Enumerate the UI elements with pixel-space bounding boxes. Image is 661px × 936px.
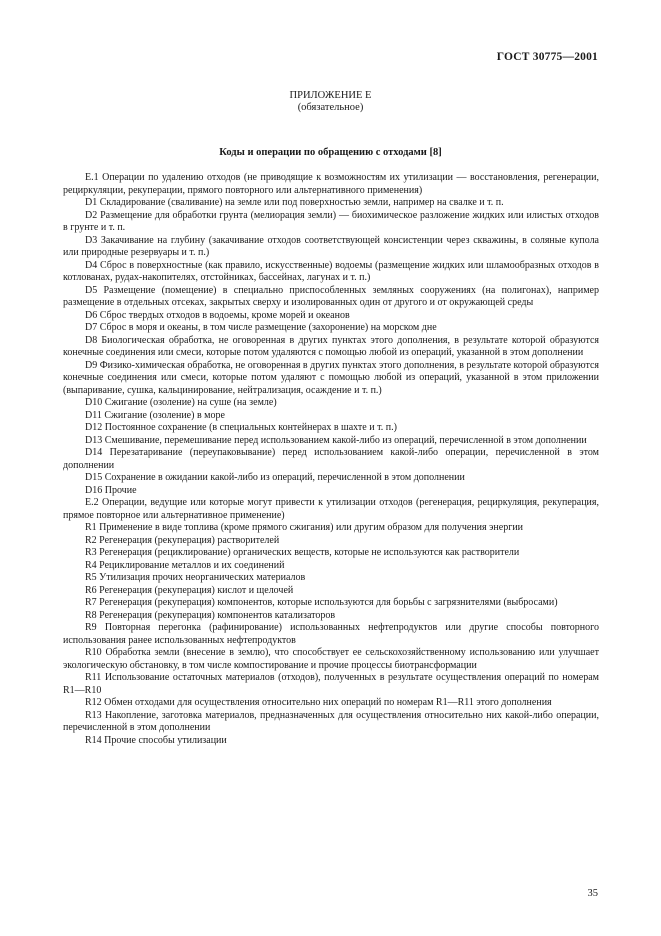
paragraph: D7 Сброс в моря и океаны, в том числе размещение (захоронение) на морском дне — [85, 322, 437, 333]
document-body — [63, 172, 599, 747]
paragraph: D14 Перезатаривание (переупаковывание) перед использованием какой-либо операции, перечисленной в этом дополнении — [63, 447, 599, 471]
paragraph: D8 Биологическая обработка, не оговоренная в других пунктах этого дополнения, в результате которой образуются конечные соединения или смеси, которые потом удаляются с помощью любой из операций, указанной в этом дополнении — [63, 334, 599, 358]
paragraph: D11 Сжигание (озоление) в море — [85, 409, 225, 421]
standard-number: ГОСТ 30775—2001 — [496, 51, 598, 63]
paragraph: R10 Обработка земли (внесение в землю), что способствует ее сельскохозяйственному использованию или улучшает экологическую обстановку, в том числе компостирование и прочие процессы биотрансформации — [63, 647, 599, 671]
paragraph: D12 Постоянное сохранение (в специальных контейнерах в шахте и т. п.) — [85, 422, 397, 433]
appendix-title: ПРИЛОЖЕНИЕ Е — [289, 90, 372, 101]
paragraph: R6 Регенерация (рекуперация) кислот и щелочей — [85, 584, 294, 596]
paragraph: R2 Регенерация (рекуперация) растворителей — [85, 534, 280, 546]
paragraph: D2 Размещение для обработки грунта (мелиорация земли) — биохимическое разложение жидких или илистых отходов в грунте и т. п. — [63, 209, 599, 233]
paragraph: D13 Смешивание, перемешивание перед использованием какой-либо из операций, перечисленной в этом дополнении — [85, 434, 587, 446]
paragraph: D3 Закачивание на глубину (закачивание отходов соответствующей консистенции через скважины, в соляные купола или природные резервуары и т. п.) — [63, 234, 599, 258]
paragraph: D10 Сжигание (озоление) на суше (на земле) — [85, 397, 277, 408]
paragraph: R1 Применение в виде топлива (кроме прямого сжигания) или другим образом для получения энергии — [85, 522, 524, 533]
page-number: 35 — [587, 888, 598, 899]
paragraph: D1 Складирование (сваливание) на земле или под поверхностью земли, например на свалке и т. п. — [85, 197, 504, 208]
paragraph: R12 Обмен отходами для осуществления относительно них операций по номерам R1—R11 этого дополнения — [85, 697, 552, 708]
paragraph: Е.2 Операции, ведущие или которые могут привести к утилизации отходов (регенерация, рециркуляция, рекуперация, прямое повторное или альтернативное применение) — [63, 497, 599, 521]
paragraph: D9 Физико-химическая обработка, не оговоренная в других пунктах этого дополнения, в результате которой образуются конечные соединения или смеси, которые потом удаляют с помощью любой из операций, указанной в этом приложении (выпаривание, сушка, кальцинирование, нейтрализация, осаждение и т. п.) — [63, 359, 599, 396]
paragraph: R14 Прочие способы утилизации — [85, 734, 227, 746]
paragraph: D5 Размещение (помещение) в специально приспособленных земляных сооружениях (на полигонах), например размещение в отдельных отсеках, закрытых сверху и изолированных один от другого и от окружающей среды — [63, 284, 599, 308]
appendix-header — [0, 90, 661, 114]
paragraph: R5 Утилизация прочих неорганических материалов — [85, 572, 306, 583]
paragraph: R11 Использование остаточных материалов (отходов), полученных в результате осуществления операций по номерам R1—R10 — [63, 672, 599, 696]
paragraph: D4 Сброс в поверхностные (как правило, искусственные) водоемы (размещение жидких или шламообразных отходов в котлованах, рудах-накопителях, отстойниках, бассейнах, лагунах и т. п.) — [63, 259, 599, 283]
paragraph: R3 Регенерация (рециклирование) органических веществ, которые не используются как растворители — [85, 547, 520, 558]
paragraph: D15 Сохранение в ожидании какой-либо из операций, перечисленной в этом дополнении — [85, 472, 465, 483]
paragraph: R8 Регенерация (рекуперация) компонентов катализаторов — [85, 609, 336, 621]
paragraph: R13 Накопление, заготовка материалов, предназначенных для осуществления относительно них какой-либо операции, перечисленной в этом дополнении — [63, 709, 599, 733]
paragraph: R7 Регенерация (рекуперация) компонентов, которые используются для борьбы с загрязнителями (выбросами) — [85, 597, 558, 608]
paragraph: R4 Рециклирование металлов и их соединений — [85, 559, 285, 571]
section-title: Коды и операции по обращению с отходами [8] — [219, 147, 442, 158]
appendix-status: (обязательное) — [297, 102, 364, 113]
paragraph: D16 Прочие — [85, 484, 137, 496]
paragraph: R9 Повторная перегонка (рафинирование) использованных нефтепродуктов или другие способы повторного использования ранее использованных нефтепродуктов — [63, 622, 599, 646]
paragraph: Е.1 Операции по удалению отходов (не приводящие к возможностям их утилизации — восстановления, регенерации, рециркуляции, рекуперации, прямого повторного или альтернативного применения) — [63, 172, 599, 196]
paragraph: D6 Сброс твердых отходов в водоемы, кроме морей и океанов — [85, 309, 350, 321]
